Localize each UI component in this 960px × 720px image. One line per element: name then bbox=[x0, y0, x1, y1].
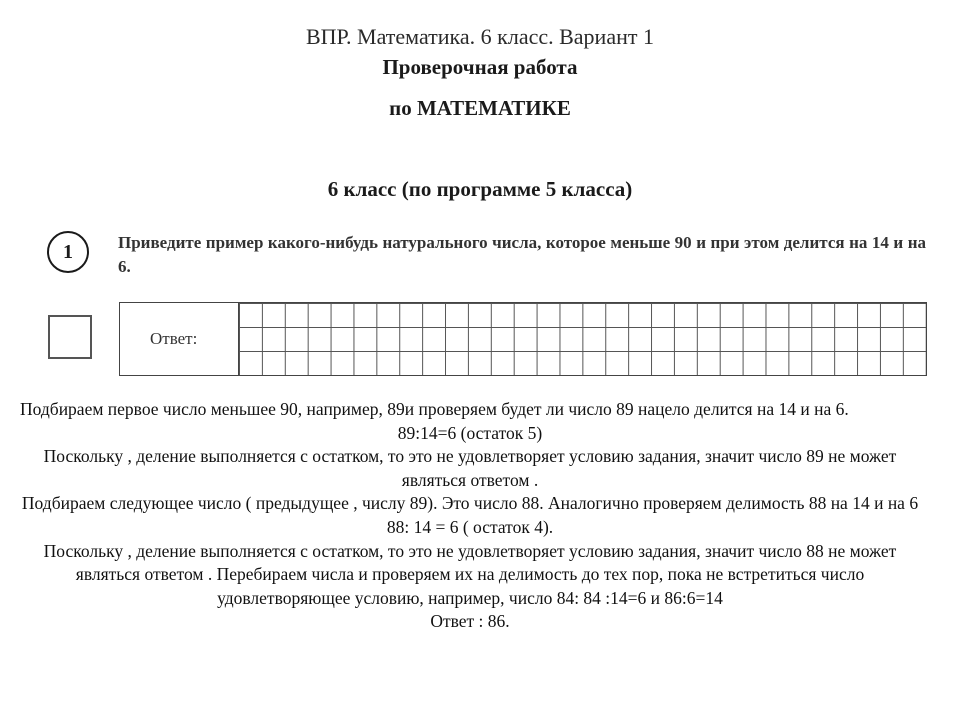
document-title: ВПР. Математика. 6 класс. Вариант 1 bbox=[306, 24, 654, 49]
answer-box bbox=[119, 302, 927, 376]
solution-line: Подбираем следующее число ( предыдущее , числу 89). Это число 88. Аналогично проверяем делимость 88 на 14 и на 6 bbox=[21, 493, 919, 514]
solution-line: Подбираем первое число меньшее 90, например, 89и проверяем будет ли число 89 нацело делится на 14 и на 6. bbox=[20, 399, 849, 419]
task-text: Приведите пример какого-нибудь натурального числа, которое меньше 90 и при этом делится на 14 и на 6. bbox=[118, 233, 926, 276]
document-heading: Проверочная работа bbox=[382, 55, 578, 79]
solution-answer: Ответ : 86. bbox=[430, 611, 510, 632]
document-subheading: по МАТЕМАТИКЕ bbox=[389, 96, 571, 120]
solution-text bbox=[20, 398, 920, 634]
grade-label: 6 класс (по программе 5 класса) bbox=[327, 177, 633, 201]
solution-line: 89:14=6 (остаток 5) bbox=[397, 422, 543, 443]
answer-label: Ответ: bbox=[150, 329, 198, 348]
solution-line: Поскольку , деление выполняется с остатком, то это не удовлетворяет условию задания, значит число 88 не может являться ответом . Перебираем числа и проверяем их на делимость до тех пор, пока не встретиться число удовлетворяющее условию, например, число 84: 84 :14=6 и 86:6=14 bbox=[43, 540, 897, 608]
solution-line: Поскольку , деление выполняется с остатком, то это не удовлетворяет условию задания, значит число 89 не может являться ответом . bbox=[43, 446, 897, 490]
score-box bbox=[48, 315, 92, 359]
task-number-badge: 1 bbox=[47, 231, 89, 273]
answer-grid[interactable] bbox=[238, 303, 926, 375]
solution-line: 88: 14 = 6 ( остаток 4). bbox=[386, 516, 554, 537]
